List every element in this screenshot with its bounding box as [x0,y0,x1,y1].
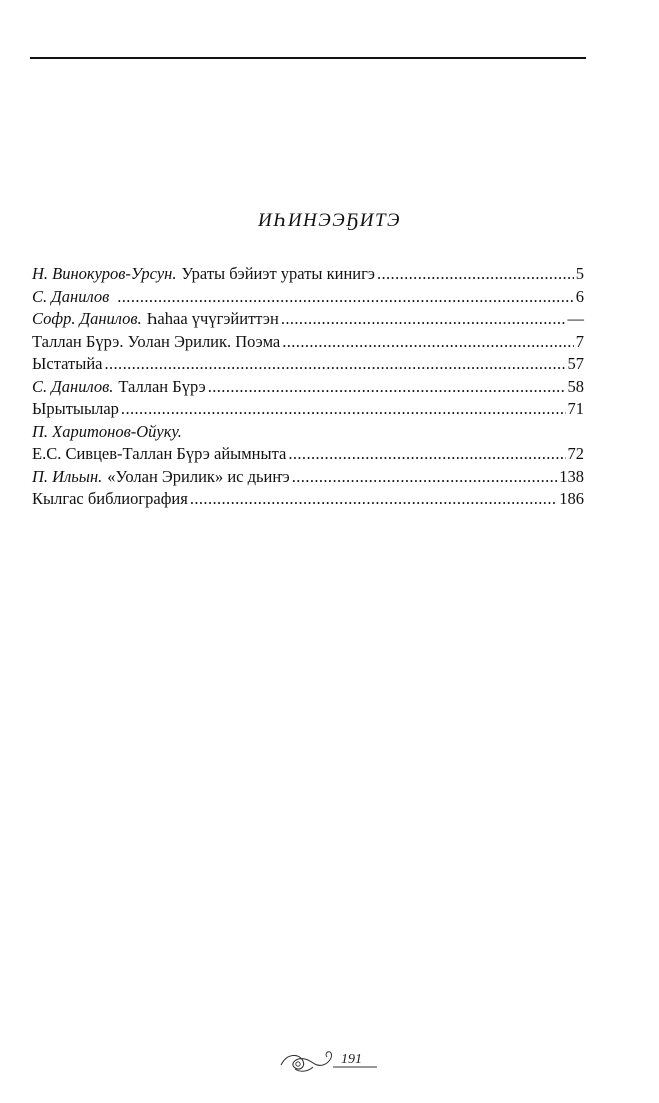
toc-leader-dots [288,443,565,466]
toc-author: С. Данилов [32,286,110,306]
header-rule [30,57,586,59]
toc-entry [32,443,584,466]
toc-title: Таллан Бүрэ [118,376,206,396]
page-title: ИҺИНЭЭҔИТЭ [258,210,401,231]
toc-page-number: 58 [567,376,584,396]
toc-entry [32,421,584,444]
toc-author: П. Харитонов-Ойуку. [32,421,182,441]
toc-entry [32,263,584,286]
toc-leader-dots [121,398,566,421]
toc-leader-dots [208,376,566,399]
toc-entry [32,331,584,354]
page-number: 191 [340,1052,362,1067]
flourish-ornament-icon [275,1045,385,1075]
toc-title: Кылгас библиография [32,489,188,508]
toc-title: Е.С. Сивцев-Таллан Бүрэ айымныта [32,444,287,463]
toc-leader-dots [377,263,574,286]
toc-page-number: — [567,309,584,328]
toc-author: П. Ильын. [32,466,103,486]
table-of-contents [32,263,584,511]
page-footer [0,1045,659,1075]
toc-entry [32,398,584,421]
toc-entry [32,466,584,489]
toc-entry [32,353,584,376]
toc-leader-dots [282,331,574,354]
toc-author: С. Данилов. [32,376,114,396]
toc-author: Н. Винокуров-Урсун. [32,264,177,283]
toc-page-number: 72 [567,444,584,463]
toc-page-number: 138 [559,466,584,486]
toc-entry [32,488,584,511]
toc-leader-dots [117,286,574,309]
toc-title: Таллан Бүрэ. Уолан Эрилик. Поэма [32,331,281,351]
toc-page-number: 6 [575,286,584,306]
toc-title: «Уолан Эрилик» ис дьиҥэ [107,466,290,486]
toc-leader-dots [292,466,558,489]
toc-title: Ырытыылар [32,399,119,418]
toc-page-number: 71 [567,399,584,418]
toc-page-number: 5 [575,264,584,283]
toc-leader-dots [104,353,565,376]
toc-page-number: 7 [575,331,584,351]
toc-leader-dots [281,308,566,331]
toc-entry [32,308,584,331]
toc-page-number: 186 [559,489,584,508]
toc-entry [32,286,584,309]
toc-title: Һаһаа үчүгэйиттэн [146,309,279,328]
toc-leader-dots [190,488,557,511]
toc-title: Ураты бэйиэт ураты кинигэ [181,264,375,283]
toc-page-number: 57 [567,354,584,373]
toc-entry [32,376,584,399]
toc-title: Ыстатыйа [32,354,103,373]
toc-author: Софр. Данилов. [32,309,142,328]
